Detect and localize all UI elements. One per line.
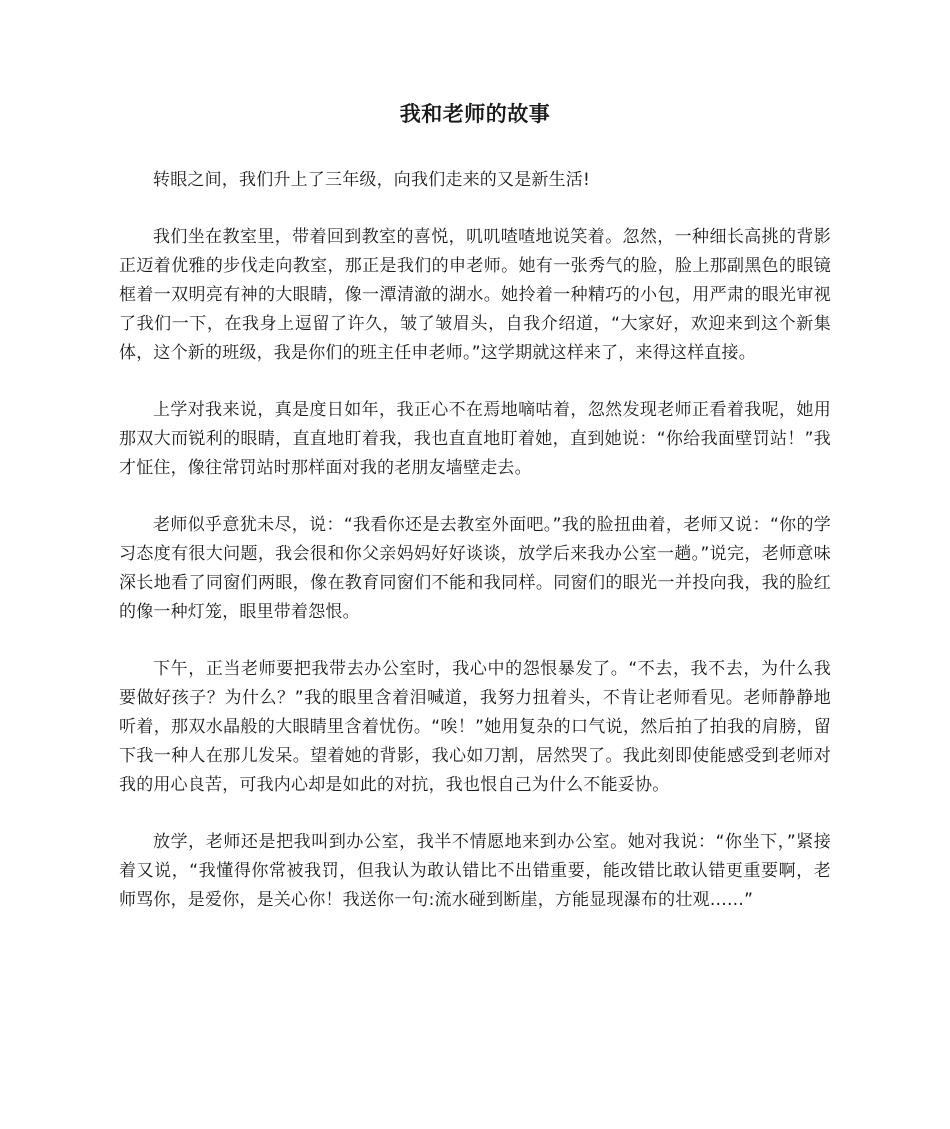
paragraph-5: 下午，正当老师要把我带去办公室时，我心中的怨恨暴发了。“不去，我不去，为什么我要做好孩子？为什么？”我的眼里含着泪喊道，我努力扭着头，不肯让老师看见。老师静静地听着，那双水晶般的大眼睛里含着忧伤。“唉！”她用复杂的口气说，然后拍了拍我的肩膀，留下我一种人在那儿发呆。望着她的背影，我心如刀割，居然哭了。我此刻即使能感受到老师对我的用心良苦，可我内心却是如此的对抗，我也恨自己为什么不能妥协。 <box>119 659 831 795</box>
document-body <box>119 166 831 943</box>
paragraph-4: 老师似乎意犹未尽，说：“我看你还是去教室外面吧。”我的脸扭曲着，老师又说：“你的学习态度有很大问题，我会很和你父亲妈妈好好谈谈，放学后来我办公室一趟。”说完，老师意味深长地看了同窗们两眼，像在教育同窗们不能和我同样。同窗们的眼光一并投向我，我的脸红的像一种灯笼，眼里带着怨恨。 <box>119 515 831 622</box>
paragraph-2: 我们坐在教室里，带着回到教室的喜悦，叽叽喳喳地说笑着。忽然，一种细长高挑的背影正迈着优雅的步伐走向教室，那正是我们的申老师。她有一张秀气的脸，脸上那副黑色的眼镜框着一双明亮有神的大眼睛，像一潭清澈的湖水。她拎着一种精巧的小包，用严肃的眼光审视了我们一下，在我身上逗留了许久，皱了皱眉头，自我介绍道，“大家好，欢迎来到这个新集体，这个新的班级，我是你们的班主任申老师。”这学期就这样来了，来得这样直接。 <box>119 227 831 363</box>
document-title: 我和老师的故事 <box>399 102 551 126</box>
paragraph-6: 放学，老师还是把我叫到办公室，我半不情愿地来到办公室。她对我说：“你坐下，”紧接着又说，“我懂得你常被我罚，但我认为敢认错比不出错重要，能改错比敢认错更重要啊，老师骂你，是爱你，是关心你！我送你一句:流水碰到断崖，方能显现瀑布的壮观……” <box>119 832 831 910</box>
paragraph-1: 转眼之间，我们升上了三年级，向我们走来的又是新生活! <box>153 170 591 190</box>
paragraph-3: 上学对我来说，真是度日如年，我正心不在焉地嘀咕着，忽然发现老师正看着我呢，她用那双大而锐利的眼睛，直直地盯着我，我也直直地盯着她，直到她说：“你给我面壁罚站！”我才怔住，像往常罚站时那样面对我的老朋友墙壁走去。 <box>119 400 831 478</box>
